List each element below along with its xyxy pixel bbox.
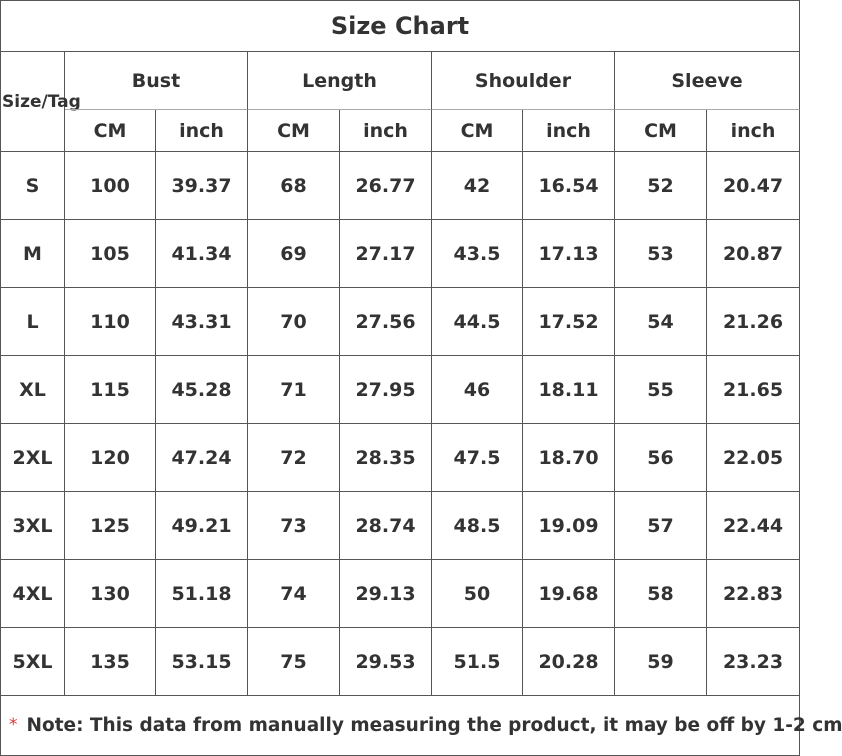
unit-header: inch (707, 110, 800, 152)
table-cell: 29.13 (340, 560, 432, 628)
table-cell: 58 (615, 560, 707, 628)
table-cell: 69 (248, 220, 340, 288)
group-header: Bust (65, 52, 248, 110)
table-cell: 74 (248, 560, 340, 628)
table-cell: 22.44 (707, 492, 800, 560)
table-cell: 17.13 (523, 220, 615, 288)
table-cell: 41.34 (156, 220, 248, 288)
size-column-header: Size/Tag (0, 52, 65, 152)
unit-header: inch (340, 110, 432, 152)
table-cell: 45.28 (156, 356, 248, 424)
table-cell: 26.77 (340, 152, 432, 220)
table-cell: 130 (65, 560, 156, 628)
size-label: 5XL (0, 628, 65, 696)
table-cell: 53 (615, 220, 707, 288)
group-header: Length (248, 52, 432, 110)
table-cell: 43.5 (432, 220, 523, 288)
table-cell: 27.17 (340, 220, 432, 288)
table-cell: 22.05 (707, 424, 800, 492)
table-cell: 56 (615, 424, 707, 492)
size-label: 4XL (0, 560, 65, 628)
table-cell: 19.68 (523, 560, 615, 628)
table-cell: 50 (432, 560, 523, 628)
unit-header: CM (248, 110, 340, 152)
table-cell: 55 (615, 356, 707, 424)
table-cell: 18.11 (523, 356, 615, 424)
size-label: 3XL (0, 492, 65, 560)
unit-header: CM (65, 110, 156, 152)
table-cell: 75 (248, 628, 340, 696)
unit-header: CM (432, 110, 523, 152)
table-cell: 72 (248, 424, 340, 492)
table-cell: 125 (65, 492, 156, 560)
table-cell: 20.87 (707, 220, 800, 288)
measurement-note (0, 695, 842, 756)
group-header: Sleeve (615, 52, 800, 110)
table-cell: 73 (248, 492, 340, 560)
size-label: S (0, 152, 65, 220)
table-cell: 29.53 (340, 628, 432, 696)
table-cell: 59 (615, 628, 707, 696)
table-cell: 21.65 (707, 356, 800, 424)
table-cell: 48.5 (432, 492, 523, 560)
table-cell: 22.83 (707, 560, 800, 628)
table-cell: 52 (615, 152, 707, 220)
table-cell: 115 (65, 356, 156, 424)
table-cell: 17.52 (523, 288, 615, 356)
table-cell: 110 (65, 288, 156, 356)
note-marker: * (9, 715, 18, 735)
table-cell: 49.21 (156, 492, 248, 560)
table-cell: 46 (432, 356, 523, 424)
table-cell: 20.28 (523, 628, 615, 696)
table-cell: 100 (65, 152, 156, 220)
note-text: Note: This data from manually measuring the product, it may be off by 1-2 cm (26, 714, 842, 736)
table-cell: 57 (615, 492, 707, 560)
table-cell: 51.18 (156, 560, 248, 628)
table-cell: 105 (65, 220, 156, 288)
table-cell: 54 (615, 288, 707, 356)
table-cell: 68 (248, 152, 340, 220)
table-cell: 18.70 (523, 424, 615, 492)
unit-header: inch (523, 110, 615, 152)
table-cell: 51.5 (432, 628, 523, 696)
chart-title: Size Chart (0, 0, 800, 52)
table-cell: 27.56 (340, 288, 432, 356)
unit-header: CM (615, 110, 707, 152)
unit-header: inch (156, 110, 248, 152)
table-cell: 23.23 (707, 628, 800, 696)
table-cell: 47.24 (156, 424, 248, 492)
table-cell: 19.09 (523, 492, 615, 560)
table-cell: 39.37 (156, 152, 248, 220)
table-cell: 27.95 (340, 356, 432, 424)
table-cell: 42 (432, 152, 523, 220)
size-label: 2XL (0, 424, 65, 492)
table-cell: 135 (65, 628, 156, 696)
table-cell: 47.5 (432, 424, 523, 492)
table-cell: 44.5 (432, 288, 523, 356)
table-cell: 43.31 (156, 288, 248, 356)
table-cell: 21.26 (707, 288, 800, 356)
size-label: M (0, 220, 65, 288)
size-label: L (0, 288, 65, 356)
table-cell: 70 (248, 288, 340, 356)
group-header: Shoulder (432, 52, 615, 110)
table-cell: 20.47 (707, 152, 800, 220)
size-label: XL (0, 356, 65, 424)
table-cell: 28.74 (340, 492, 432, 560)
table-cell: 16.54 (523, 152, 615, 220)
table-cell: 28.35 (340, 424, 432, 492)
table-cell: 53.15 (156, 628, 248, 696)
table-cell: 120 (65, 424, 156, 492)
table-cell: 71 (248, 356, 340, 424)
